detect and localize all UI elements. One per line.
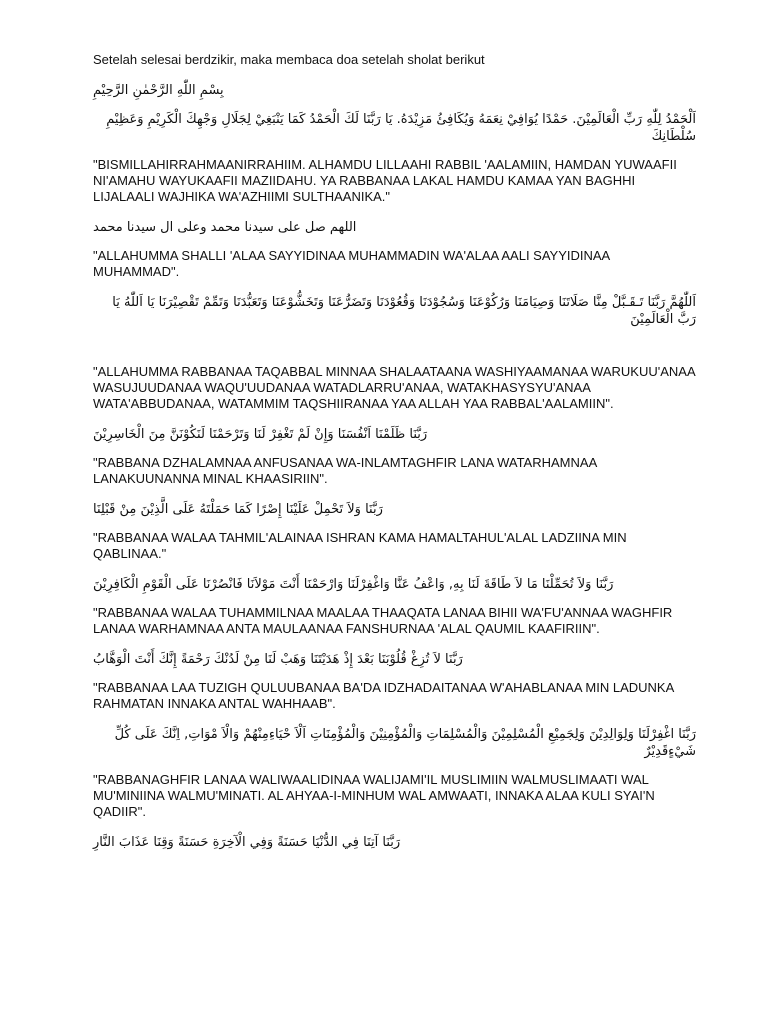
prayer-1-transliteration: "BISMILLAHIRRAHMAANIRRAHIIM. ALHAMDU LILLAAHI RABBIL 'AALAMIIN, HAMDAN YUWAAFII NI'AMAHU WAYUKAAFII MAZIIDAHU. YA RABBANAA LAKAL HAMDU KAMAA YAN BAGHHI LIJALAALI WAJHIKA WA'AZHIIMI SULTHAANIKA." [93,157,677,204]
prayer-4-arabic: رَبَّنَا ظَلَمْنَا اَنْفُسَنَا وَإِنْ لَمْ تَغْفِرْ لَنَا وَتَرْحَمْنَا لَنَكُوْنَنَّ مِنَ الْخَاسِرِيْنَ [93,427,428,442]
prayer-2-arabic: اللهم صل على سيدنا محمد وعلى ال سيدنا محمد [93,220,357,235]
prayer-9-arabic: رَبَّنَا آتِنَا فِي الدُّنْيَا حَسَنَةً وَفِي الْآخِرَةِ حَسَنَةً وَقِنَا عَذَابَ النَّارِ [93,835,401,850]
prayer-3-transliteration: "ALLAHUMMA RABBANAA TAQABBAL MINNAA SHALAATAANA WASHIYAAMANAA WARUKUU'ANAA WASUJUUDANAA WAQU'UUDANAA WATADLARRU'ANAA, WATAKHASYSYU'ANAA WATA'ABBUDANAA, WATAMMIM TAQSHIIRANAA YAA ALLAH YAA RABBAL'AALAMIIN". [93,364,695,411]
prayer-8-arabic: رَبَّنَا اغْفِرْلَنَا وَلِوَالِدِيْنَ وَلِجَمِيْعِ الْمُسْلِمِيْنَ وَالْمُسْلِمَاتِ وَالْمُؤْمِنِيْنَ وَالْمُؤْمِنَاتِ اَلْاَ حْيَاءِمِنْهُمْ وَالْاَ مْوَاتِ, اِنَّكَ عَلَى كُلِّ شَيْءٍقَدِيْرٌ [114,727,696,759]
prayer-4-transliteration: "RABBANA DZHALAMNAA ANFUSANAA WA-INLAMTAGHFIR LANA WATARHAMNAA LANAKUUNANNA MINAL KHAASIRIIN". [93,455,597,486]
prayer-7-transliteration: "RABBANAA LAA TUZIGH QULUUBANAA BA'DA IDZHADAITANAA W'AHABLANAA MIN LADUNKA RAHMATAN INNAKA ANTAL WAHHAAB". [93,680,674,711]
prayer-3-arabic: اَللّٰهُمَّ رَبَّنَا تَـقَـبَّلْ مِنَّا صَلَاتَنَا وَصِيَامَنَا وَرُكُوْعَنَا وَسُجُوْدَنَا وَقُعُوْدَنَا وَتَضَرُّعَنَا وَتَخَشُّوْعَنَا وَتَعَبُّدَنَا وَتَمِّمْ تَقْصِيْرَنَا يَا اَللّٰهُ يَا رَبَّ الْعَالَمِيْنَ [112,295,696,327]
prayer-2-transliteration: "ALLAHUMMA SHALLI 'ALAA SAYYIDINAA MUHAMMADIN WA'ALAA AALI SAYYIDINAA MUHAMMAD". [93,248,610,279]
prayer-5-arabic: رَبَّنَا وَلاَ تَحْمِلْ عَلَيْنَا إِصْرًا كَمَا حَمَلْتَهُ عَلَى الَّذِيْنَ مِنْ قَبْلِنَا [93,502,383,517]
prayer-1-arabic: اَلْحَمْدُ لِلّٰهِ رَبِّ الْعَالَمِيْنَ. حَمْدًا يُوَافِيْ نِعَمَهُ وَيُكَافِئُ مَزِيْدَهُ. يَا رَبَّنَا لَكَ الْحَمْدُ كَمَا يَنْبَغِيْ لِجَلَالِ وَجْهِكَ الْكَرِيْمِ وَعَظِيْمِ سُلْطَانِكَ [106,112,696,144]
prayer-6-transliteration: "RABBANAA WALAA TUHAMMILNAA MAALAA THAAQATA LANAA BIHII WA'FU'ANNAA WAGHFIR LANAA WARHAMNAA ANTA MAULAANAA FANSHURNAA 'ALAL QAUMIL KAAFIRIIN". [93,605,673,636]
prayer-5-transliteration: "RABBANAA WALAA TAHMIL'ALAINAA ISHRAN KAMA HAMALTAHUL'ALAL LADZIINA MIN QABLINAA." [93,530,627,561]
prayer-7-arabic: رَبَّنَا لاَ تُزِغْ قُلُوْبَنَا بَعْدَ إِذْ هَدَيْتَنَا وَهَبْ لَنَا مِنْ لَدُنْكَ رَحْمَةً إِنَّكَ أَنْتَ الْوَهَّابُ [93,652,463,667]
basmalah-arabic: بِسْمِ اللّٰهِ الرَّحْمٰنِ الرَّحِيْمِ [93,83,224,98]
intro-text: Setelah selesai berdzikir, maka membaca doa setelah sholat berikut [93,52,485,67]
prayer-6-arabic: رَبَّنَا وَلاَ تُحَمِّلْنَا مَا لاَ طَاقَةَ لَنَا بِهِ, وَاعْفُ عَنَّا وَاغْفِرْلَنَا وَارْحَمْنَا أَنْتَ مَوْلاَنَا فَانْصُرْنَا عَلَى الْقَوْمِ الْكَافِرِيْنَ [93,577,614,592]
prayer-8-transliteration: "RABBANAGHFIR LANAA WALIWAALIDINAA WALIJAMI'IL MUSLIMIIN WALMUSLIMAATI WAL MU'MINIINA WALMU'MINATI. AL AHYAA-I-MINHUM WAL AMWAATI, INNAKA ALAA KULI SYAI'N QADIIR". [93,772,655,819]
